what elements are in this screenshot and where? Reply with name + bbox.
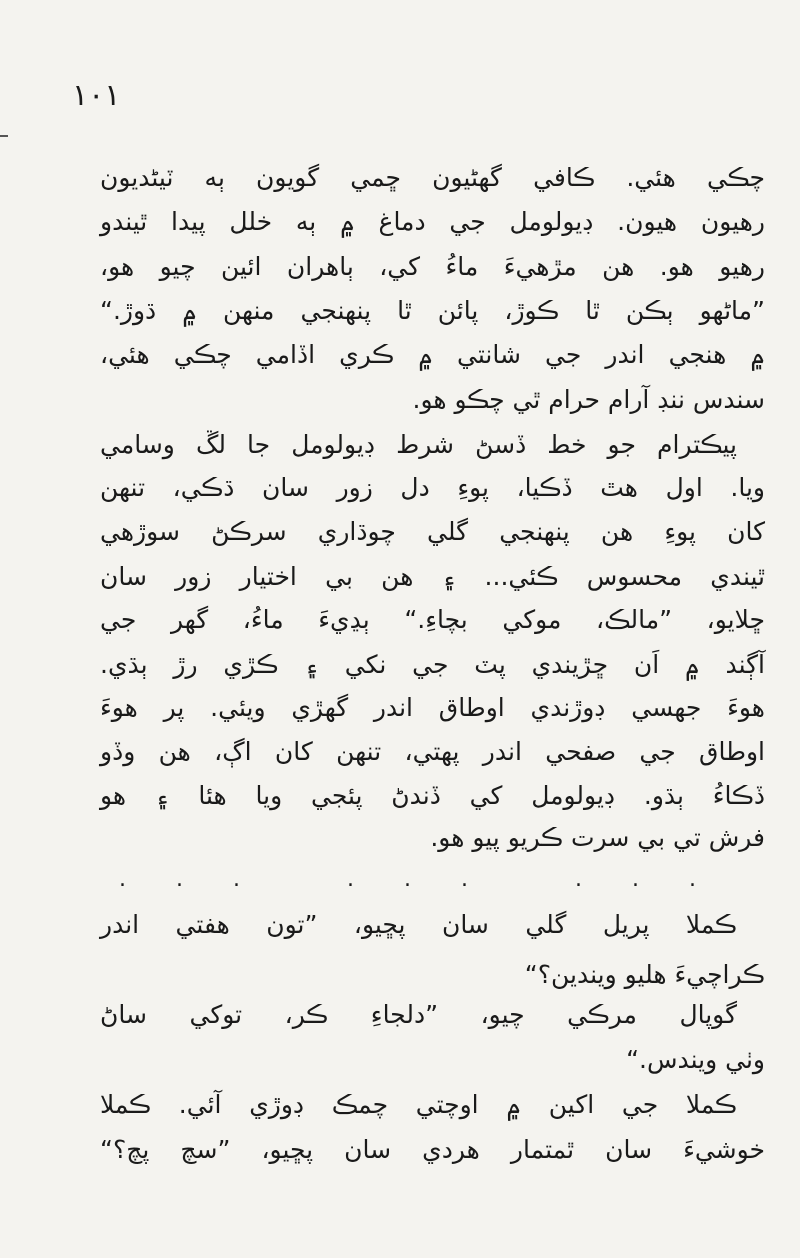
text-line: ٿيندي محسوس ڪئي... ۽ هن بي اختيار زور سان	[100, 562, 765, 591]
text-line: ڇلايو، ”مالڪ، موکي بچاءِ.“ ٻڍيءَ ماءُ، گهر جي	[100, 605, 765, 634]
text-line: پيڪترام جو خط ڏسڻ شرط ڊيولومل جا لڱ وسامي	[100, 430, 737, 459]
text-line: ڪراچيءَ هليو ويندين؟“	[524, 960, 765, 989]
text-line: ويا. اول هٿ ڏڪيا، پوءِ دل زور سان ڌڪي، تنهن	[100, 473, 765, 502]
text-line: هوءَ جهسي ڊوڙندي اوطاق اندر گهڙي ويئي. پر هوءَ	[100, 693, 765, 722]
text-line: کان پوءِ هن پنهنجي گلي چوڌاري سرڪڻ سوڙهي	[100, 517, 765, 546]
text-line: ڪملا جي اکين ۾ اوچتي چمڪ ڊوڙي آئي. ڪملا	[100, 1090, 737, 1119]
section-break: ... ... ...	[119, 867, 746, 892]
text-line: چڪي هئي. ڪافي گهڻيون ڇمي گويون ٻه ٽيڻديون	[100, 163, 765, 192]
text-line: ۾ هنجي اندر جي شانتي ۾ ڪري اڏامي چڪي هئي،	[100, 340, 765, 369]
text-line: سندس ننڊ آرام حرام ٿي چڪو هو.	[412, 385, 765, 414]
text-line: ڏڪاءُ ٻڌو. ڊيولومل کي ڏندڻ پئجي ويا هئا ۽ هو	[100, 781, 765, 810]
text-line: رهيو هو. هن مڙهيءَ ماءُ کي، ٻاهران ائين چيو هو،	[100, 252, 765, 281]
text-line: ”ماڻهو ٻڪن ٿا ڪوڙ، پائن ٿا پنهنجي منهن ۾ ڌوڙ.“	[100, 296, 765, 325]
text-line: ڪملا پريل گلي سان پڇيو، ”تون هفتي اندر	[100, 910, 737, 939]
text-line: رهيون هيون. ڊيولومل جي دماغ ۾ ٻه خلل پيدا ٿيندو	[100, 207, 765, 236]
scan-edge-mark	[0, 135, 8, 137]
page-number: ١٠١	[72, 78, 121, 113]
text-line: گوپال مرڪي چيو، ”دلجاءِ ڪر، توکي ساڻ	[100, 1000, 737, 1029]
text-line: خوشيءَ سان ٿمتمار هردي سان پڇيو، ”سچ پچ؟“	[100, 1135, 765, 1164]
text-line: وٺي ويندس.“	[626, 1045, 765, 1074]
text-line: فرش تي بي سرت ڪريو پيو هو.	[430, 823, 765, 852]
text-line: آڳند ۾ اَن ڇڙيندي پٽ جي نکي ۽ ڪڙي رڙ ٻڌي.	[100, 650, 765, 679]
text-line: اوطاق جي صفحي اندر پهتي، تنهن کان اڳ، هن وڏو	[100, 737, 765, 766]
